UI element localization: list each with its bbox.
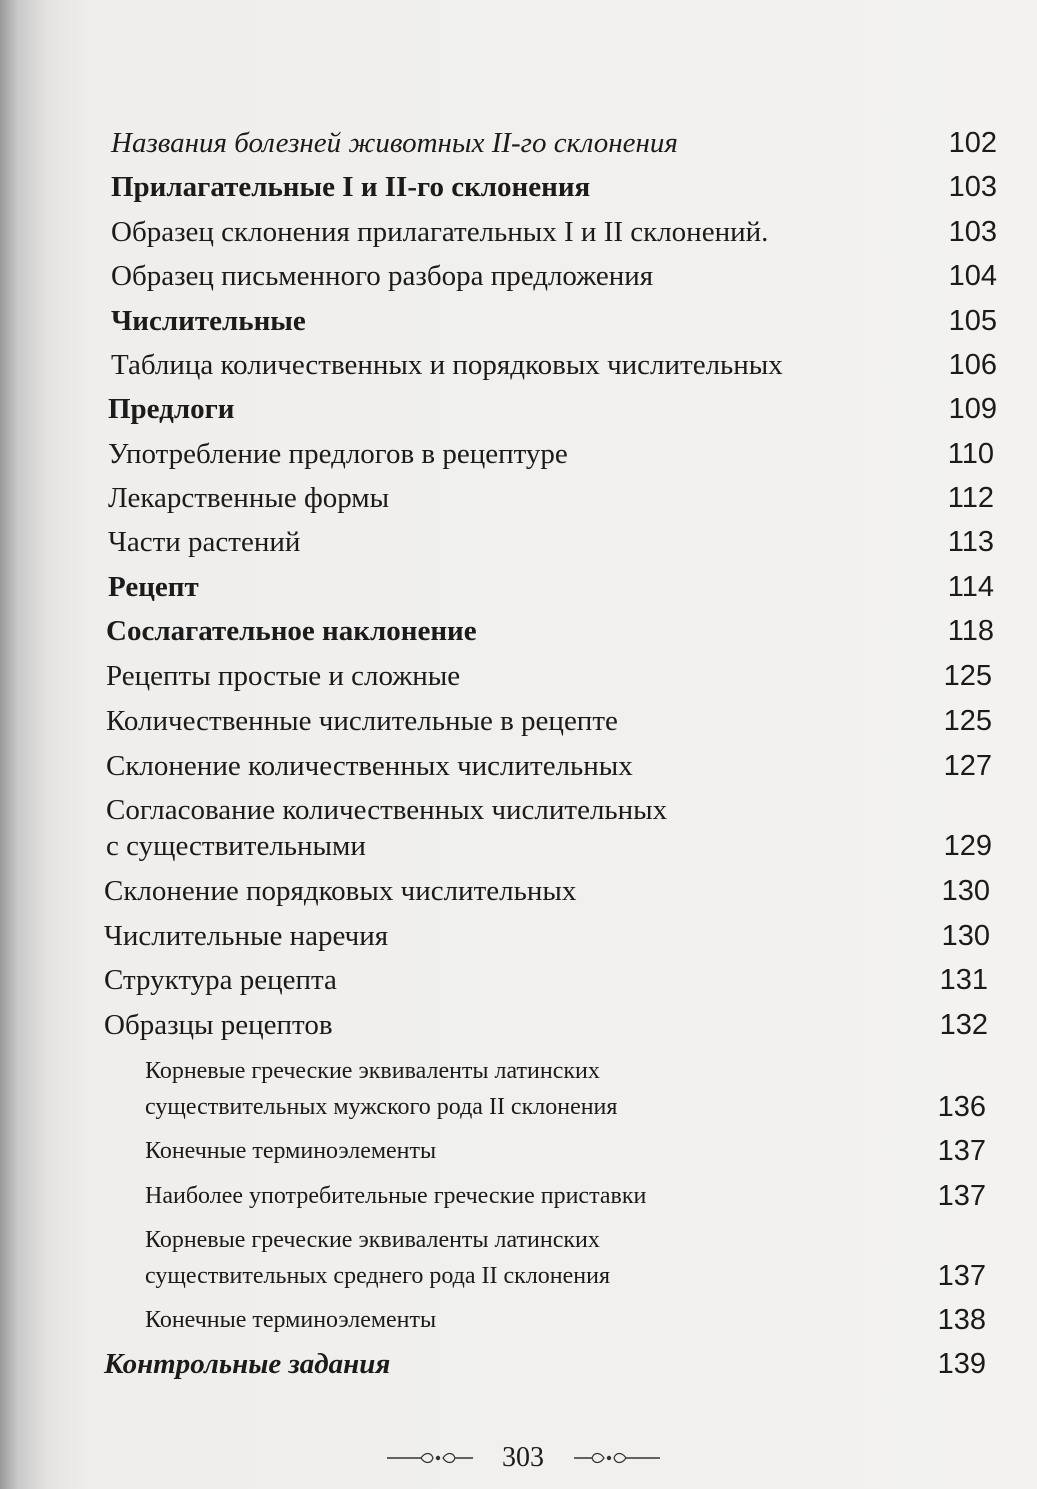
toc-entry-title-text: Образец склонения прилагательных I и II склонений. [111,216,769,248]
toc-entry-title-text: Предлоги [108,393,235,425]
toc-entry-title-text: Числительные наречия [104,920,389,952]
toc-entry-title-text: Лекарственные формы [108,482,390,514]
toc-entry-title [111,125,678,161]
toc-subentry-title [145,1053,617,1125]
toc-entry-title-text: Сослагательное наклонение [106,615,477,647]
toc-entry-title [106,613,477,649]
toc-entry-page: 105 [948,305,997,337]
toc-subentry-title [145,1178,646,1214]
toc-entry-title-text: Образец письменного разбора предложения [111,260,654,292]
toc-entry-page: 114 [947,571,994,603]
toc-entry-title [111,169,590,205]
toc-entry-title [106,748,633,784]
toc-entry-page: 137 [937,1180,986,1212]
toc-entry-title-text: Согласование количественных числительных [106,794,668,826]
toc-entry-title [111,347,783,383]
toc-entry-page: 125 [943,660,992,692]
toc-entry-title-text: Названия болезней животных II-го склонения [111,127,678,159]
toc-entry-page: 139 [937,1348,986,1380]
toc-entry-title [106,703,618,739]
toc-entry-title-text: Количественные числительные в рецепте [106,705,618,737]
toc-entry-title-text: Таблица количественных и порядковых числительных [111,349,783,381]
toc-entry-title-text: Рецепт [108,571,199,603]
toc-entry-page: 103 [948,216,997,248]
toc-entry-page: 131 [939,964,988,996]
toc-entry-title [111,258,653,294]
toc-entry-page: 112 [947,482,994,514]
toc-entry-page: 130 [941,920,990,952]
toc-entry-title-text: Корневые греческие эквиваленты латинских [145,1227,600,1253]
toc-entry-title-continued: существительных мужского рода II склонения [145,1094,618,1120]
toc-entry-title-text: Числительные [111,305,306,337]
toc-entry-page: 113 [947,526,994,558]
toc-entry-title-text: Употребление предлогов в рецептуре [108,438,568,470]
toc-entry-page: 130 [941,875,990,907]
toc-entry-title [106,658,460,694]
toc-entry-page: 137 [937,1260,986,1292]
toc-entry-title-text: Склонение количественных числительных [106,750,633,782]
toc-entry-title [111,303,306,339]
toc-entry-title [104,1346,390,1382]
toc-entry-page: 110 [947,438,994,470]
toc-entry-title-text: Части растений [108,526,301,558]
toc-entry-page: 118 [947,615,994,647]
toc-entry-title-text: Структура рецепта [104,964,337,996]
page-footer [0,1438,1037,1478]
right-ornament-icon [572,1450,662,1466]
toc-entry-title [108,436,568,472]
page-number: 303 [502,1442,544,1473]
toc-entry-title [108,524,300,560]
toc-entry-page: 137 [937,1135,986,1167]
toc-entry-title-text: Наиболее употребительные греческие приставки [145,1183,647,1209]
toc-entry-page: 136 [937,1091,986,1123]
toc-entry-title-text: Контрольные задания [104,1348,391,1380]
toc-entry-title-text: Конечные терминоэлементы [145,1307,437,1333]
toc-entry-title [104,918,388,954]
toc-entry-title-text: Конечные терминоэлементы [145,1138,437,1164]
toc-entry-title [104,1007,333,1043]
toc-entry-title [108,569,199,605]
toc-entry-page: 138 [937,1304,986,1336]
toc-entry-title-continued: существительных среднего рода II склонения [145,1263,611,1289]
toc-subentry-title [145,1222,610,1294]
toc-entry-title-text: Образцы рецептов [104,1009,333,1041]
toc-subentry-title [145,1302,436,1338]
toc-entry-title-continued: с существительными [106,830,366,862]
toc-subentry-title [145,1133,436,1169]
toc-entry-title-text: Корневые греческие эквиваленты латинских [145,1058,600,1084]
toc-entry-page: 104 [948,260,997,292]
toc-entry-title-text: Прилагательные I и II-го склонения [111,171,591,203]
toc-entry-page: 103 [948,171,997,203]
toc-entry-page: 106 [948,349,997,381]
toc-entry-title [106,792,667,864]
toc-entry-page: 127 [943,750,992,782]
toc-entry-page: 132 [939,1009,988,1041]
toc-entry-title-text: Рецепты простые и сложные [106,660,461,692]
toc-entry-page: 129 [943,830,992,862]
toc-entry-page: 109 [948,393,997,425]
toc-entry-page: 125 [943,705,992,737]
toc-entry-title-text: Склонение порядковых числительных [104,875,577,907]
left-ornament-icon [385,1450,475,1466]
toc-entry-title [108,480,389,516]
toc-entry-page: 102 [948,127,997,159]
toc-entry-title [104,962,337,998]
toc-entry-title [104,873,576,909]
toc-entry-title [108,391,235,427]
toc-entry-title [111,214,768,250]
